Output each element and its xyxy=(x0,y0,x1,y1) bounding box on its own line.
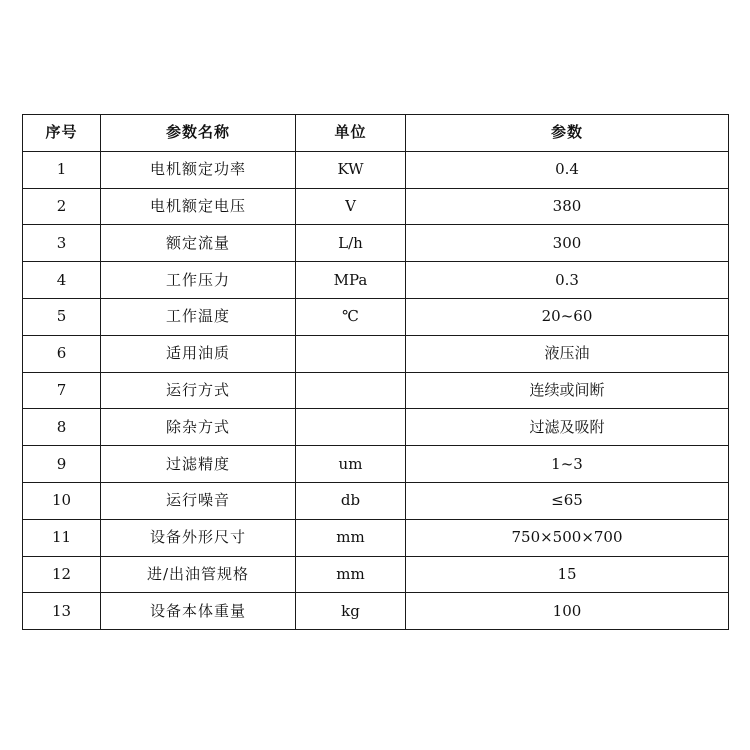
row-parameter-name: 电机额定功率 xyxy=(101,151,296,188)
row-serial-number: 1 xyxy=(23,151,101,188)
row-unit xyxy=(296,409,406,446)
row-parameter-value: 750×500×700 xyxy=(406,519,729,556)
row-unit: ℃ xyxy=(296,298,406,335)
row-parameter-name: 适用油质 xyxy=(101,335,296,372)
row-unit: mm xyxy=(296,519,406,556)
header-parameter-name: 参数名称 xyxy=(101,115,296,152)
table-row xyxy=(23,225,729,262)
row-unit: V xyxy=(296,188,406,225)
row-unit: kg xyxy=(296,593,406,630)
table-row xyxy=(23,298,729,335)
parameter-table xyxy=(22,114,729,630)
row-parameter-value: 100 xyxy=(406,593,729,630)
row-serial-number: 11 xyxy=(23,519,101,556)
row-unit: um xyxy=(296,446,406,483)
row-serial-number: 6 xyxy=(23,335,101,372)
table-row xyxy=(23,188,729,225)
row-parameter-name: 额定流量 xyxy=(101,225,296,262)
row-unit: MPa xyxy=(296,262,406,299)
row-parameter-name: 设备本体重量 xyxy=(101,593,296,630)
header-unit: 单位 xyxy=(296,115,406,152)
row-parameter-value: 液压油 xyxy=(406,335,729,372)
row-parameter-name: 运行噪音 xyxy=(101,482,296,519)
row-unit xyxy=(296,335,406,372)
row-unit xyxy=(296,372,406,409)
table-row xyxy=(23,409,729,446)
row-serial-number: 8 xyxy=(23,409,101,446)
table-row xyxy=(23,482,729,519)
row-parameter-value: 0.4 xyxy=(406,151,729,188)
row-parameter-name: 进/出油管规格 xyxy=(101,556,296,593)
row-parameter-name: 除杂方式 xyxy=(101,409,296,446)
row-serial-number: 9 xyxy=(23,446,101,483)
row-parameter-name: 电机额定电压 xyxy=(101,188,296,225)
row-serial-number: 7 xyxy=(23,372,101,409)
row-parameter-value: 连续或间断 xyxy=(406,372,729,409)
row-serial-number: 4 xyxy=(23,262,101,299)
row-parameter-value: 380 xyxy=(406,188,729,225)
table-row xyxy=(23,372,729,409)
table-row xyxy=(23,593,729,630)
row-parameter-value: 1~3 xyxy=(406,446,729,483)
row-parameter-value: 300 xyxy=(406,225,729,262)
row-serial-number: 13 xyxy=(23,593,101,630)
row-parameter-value: 过滤及吸附 xyxy=(406,409,729,446)
table-body xyxy=(23,151,729,629)
row-serial-number: 10 xyxy=(23,482,101,519)
row-unit: KW xyxy=(296,151,406,188)
row-unit: mm xyxy=(296,556,406,593)
header-serial-number: 序号 xyxy=(23,115,101,152)
row-parameter-value: ≤65 xyxy=(406,482,729,519)
row-unit: L/h xyxy=(296,225,406,262)
row-parameter-value: 15 xyxy=(406,556,729,593)
row-parameter-name: 工作压力 xyxy=(101,262,296,299)
row-serial-number: 3 xyxy=(23,225,101,262)
row-parameter-name: 过滤精度 xyxy=(101,446,296,483)
row-parameter-value: 0.3 xyxy=(406,262,729,299)
table-row xyxy=(23,335,729,372)
row-parameter-name: 工作温度 xyxy=(101,298,296,335)
row-parameter-name: 运行方式 xyxy=(101,372,296,409)
table-row xyxy=(23,262,729,299)
row-serial-number: 5 xyxy=(23,298,101,335)
table-row xyxy=(23,519,729,556)
table-row xyxy=(23,446,729,483)
row-serial-number: 2 xyxy=(23,188,101,225)
table-row xyxy=(23,556,729,593)
row-parameter-value: 20~60 xyxy=(406,298,729,335)
row-unit: db xyxy=(296,482,406,519)
row-parameter-name: 设备外形尺寸 xyxy=(101,519,296,556)
row-serial-number: 12 xyxy=(23,556,101,593)
header-parameter-value: 参数 xyxy=(406,115,729,152)
table-header-row xyxy=(23,115,729,152)
table-row xyxy=(23,151,729,188)
